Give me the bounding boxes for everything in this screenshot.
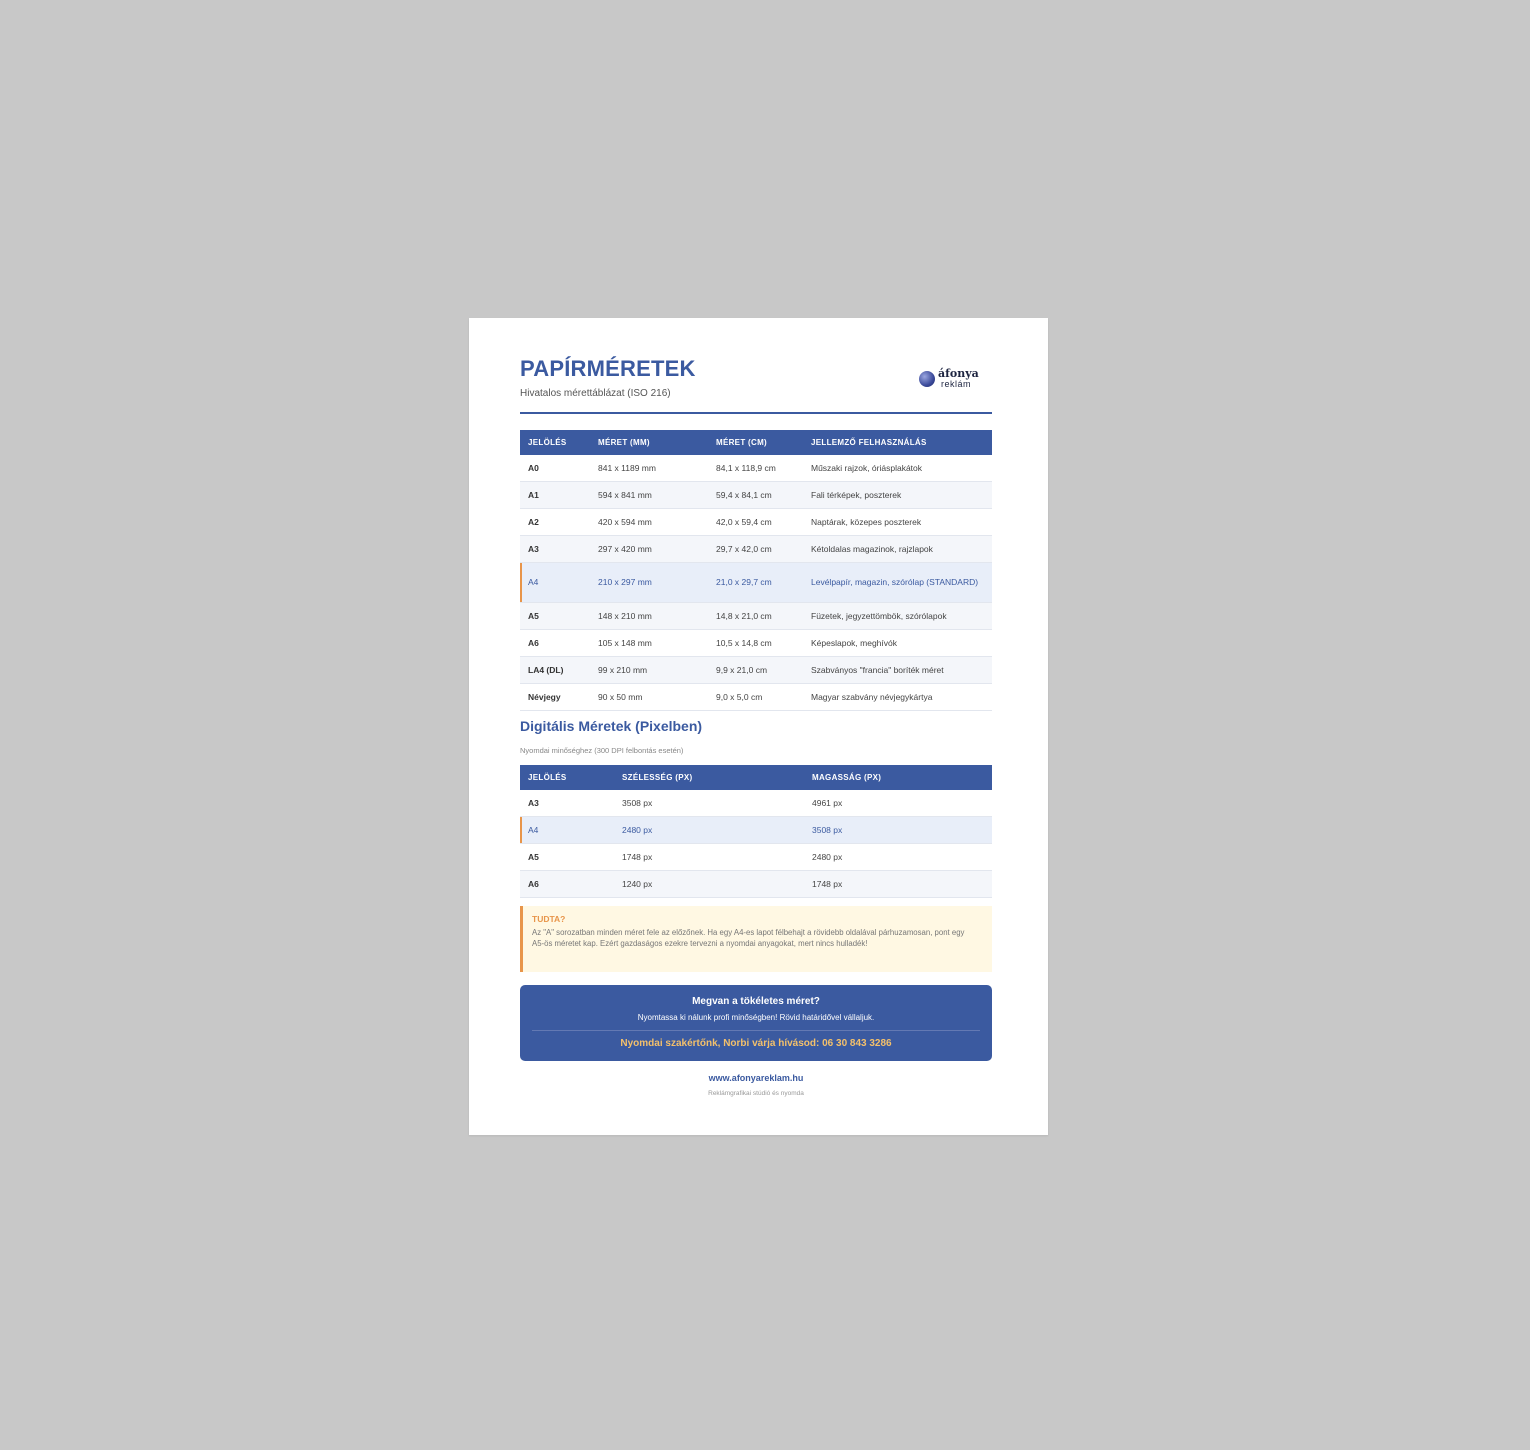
cta-subtext: Nyomtassa ki nálunk profi minőségben! Rövid határidővel vállaljuk. (637, 1013, 875, 1022)
tip-body: Az "A" sorozatban minden méret fele az előzőnek. Ha egy A4-es lapot félbehajt a rövidebb oldalával párhuzamosan, pont egy A5-ös méretet kap. Ezért gazdaságos ezekre tervezni a nyomdai anyagokat, mert nincs hulladék! (532, 928, 965, 948)
cell-width: 2480 px (614, 817, 804, 844)
cell-height: 4961 px (804, 790, 992, 817)
cell-usage: Képeslapok, meghívók (803, 630, 992, 657)
cell-code: A6 (520, 871, 614, 898)
table-header-row (520, 430, 992, 455)
cell-code: LA4 (DL) (520, 657, 590, 684)
table-row (520, 603, 992, 630)
cell-cm: 84,1 x 118,9 cm (708, 455, 803, 482)
table-row (520, 536, 992, 563)
table-header-row (520, 765, 992, 790)
cell-usage: Fali térképek, poszterek (803, 482, 992, 509)
cell-usage: Kétoldalas magazinok, rajzlapok (803, 536, 992, 563)
table-row-highlighted (520, 563, 992, 603)
page-subtitle: Hivatalos mérettáblázat (ISO 216) (520, 388, 671, 399)
cell-cm: 21,0 x 29,7 cm (708, 563, 803, 603)
cta-banner (520, 985, 992, 1061)
cell-code: A4 (520, 817, 614, 844)
logo-word-1: áfonya (938, 367, 979, 380)
cell-usage: Levélpapír, magazin, szórólap (STANDARD) (803, 563, 992, 603)
cell-height: 1748 px (804, 871, 992, 898)
footer-tagline: Reklámgrafikai stúdió és nyomda (708, 1090, 804, 1097)
brand-logo (919, 366, 989, 392)
header-divider (520, 412, 992, 414)
tip-box (520, 906, 992, 972)
cell-cm: 10,5 x 14,8 cm (708, 630, 803, 657)
cell-cm: 14,8 x 21,0 cm (708, 603, 803, 630)
cta-divider (532, 1030, 980, 1031)
website-link[interactable]: www.afonyareklam.hu (708, 1073, 804, 1083)
cell-cm: 29,7 x 42,0 cm (708, 536, 803, 563)
col-header: MÉRET (CM) (708, 430, 803, 455)
col-header: MAGASSÁG (PX) (804, 765, 992, 790)
table-row-highlighted (520, 817, 992, 844)
cell-mm: 90 x 50 mm (590, 684, 708, 711)
cell-code: A5 (520, 844, 614, 871)
table-row (520, 630, 992, 657)
cell-usage: Műszaki rajzok, óriásplakátok (803, 455, 992, 482)
table-row (520, 844, 992, 871)
pixel-sizes-table (520, 765, 992, 898)
cta-phone[interactable]: Nyomdai szakértőnk, Norbi várja hívásod: 06 30 843 3286 (620, 1038, 892, 1049)
cell-mm: 297 x 420 mm (590, 536, 708, 563)
cell-code: A1 (520, 482, 590, 509)
page-title: PAPÍRMÉRETEK (520, 356, 696, 381)
cell-mm: 841 x 1189 mm (590, 455, 708, 482)
table-row (520, 482, 992, 509)
logo-mark-icon (919, 371, 935, 387)
cell-usage: Szabványos "francia" boríték méret (803, 657, 992, 684)
cell-mm: 594 x 841 mm (590, 482, 708, 509)
cell-mm: 148 x 210 mm (590, 603, 708, 630)
cell-height: 2480 px (804, 844, 992, 871)
col-header: JELLEMZŐ FELHASZNÁLÁS (803, 430, 992, 455)
cell-cm: 59,4 x 84,1 cm (708, 482, 803, 509)
cell-code: A2 (520, 509, 590, 536)
cell-usage: Naptárak, közepes poszterek (803, 509, 992, 536)
table-row (520, 684, 992, 711)
document-page (469, 318, 1048, 1135)
col-header: JELÖLÉS (520, 430, 590, 455)
cell-width: 1240 px (614, 871, 804, 898)
cell-cm: 9,9 x 21,0 cm (708, 657, 803, 684)
cell-width: 3508 px (614, 790, 804, 817)
cell-mm: 105 x 148 mm (590, 630, 708, 657)
section-note: Nyomdai minőséghez (300 DPI felbontás esetén) (520, 746, 684, 755)
logo-word-2: reklám (941, 379, 972, 389)
cell-cm: 9,0 x 5,0 cm (708, 684, 803, 711)
section-title-digital: Digitális Méretek (Pixelben) (520, 718, 703, 734)
paper-sizes-table (520, 430, 992, 711)
table-row (520, 657, 992, 684)
cell-cm: 42,0 x 59,4 cm (708, 509, 803, 536)
cell-width: 1748 px (614, 844, 804, 871)
cta-heading: Megvan a tökéletes méret? (692, 996, 820, 1007)
table-row (520, 790, 992, 817)
cell-usage: Magyar szabvány névjegykártya (803, 684, 992, 711)
cell-code: A4 (520, 563, 590, 603)
table-row (520, 871, 992, 898)
cell-mm: 420 x 594 mm (590, 509, 708, 536)
cell-code: A5 (520, 603, 590, 630)
cell-code: A3 (520, 790, 614, 817)
cell-code: Névjegy (520, 684, 590, 711)
col-header: SZÉLESSÉG (PX) (614, 765, 804, 790)
col-header: MÉRET (MM) (590, 430, 708, 455)
tip-title: TUDTA? (532, 914, 566, 924)
col-header: JELÖLÉS (520, 765, 614, 790)
table-row (520, 455, 992, 482)
table-row (520, 509, 992, 536)
cell-code: A6 (520, 630, 590, 657)
cell-height: 3508 px (804, 817, 992, 844)
cell-mm: 99 x 210 mm (590, 657, 708, 684)
cell-usage: Füzetek, jegyzettömbök, szórólapok (803, 603, 992, 630)
cell-code: A3 (520, 536, 590, 563)
cell-code: A0 (520, 455, 590, 482)
cell-mm: 210 x 297 mm (590, 563, 708, 603)
